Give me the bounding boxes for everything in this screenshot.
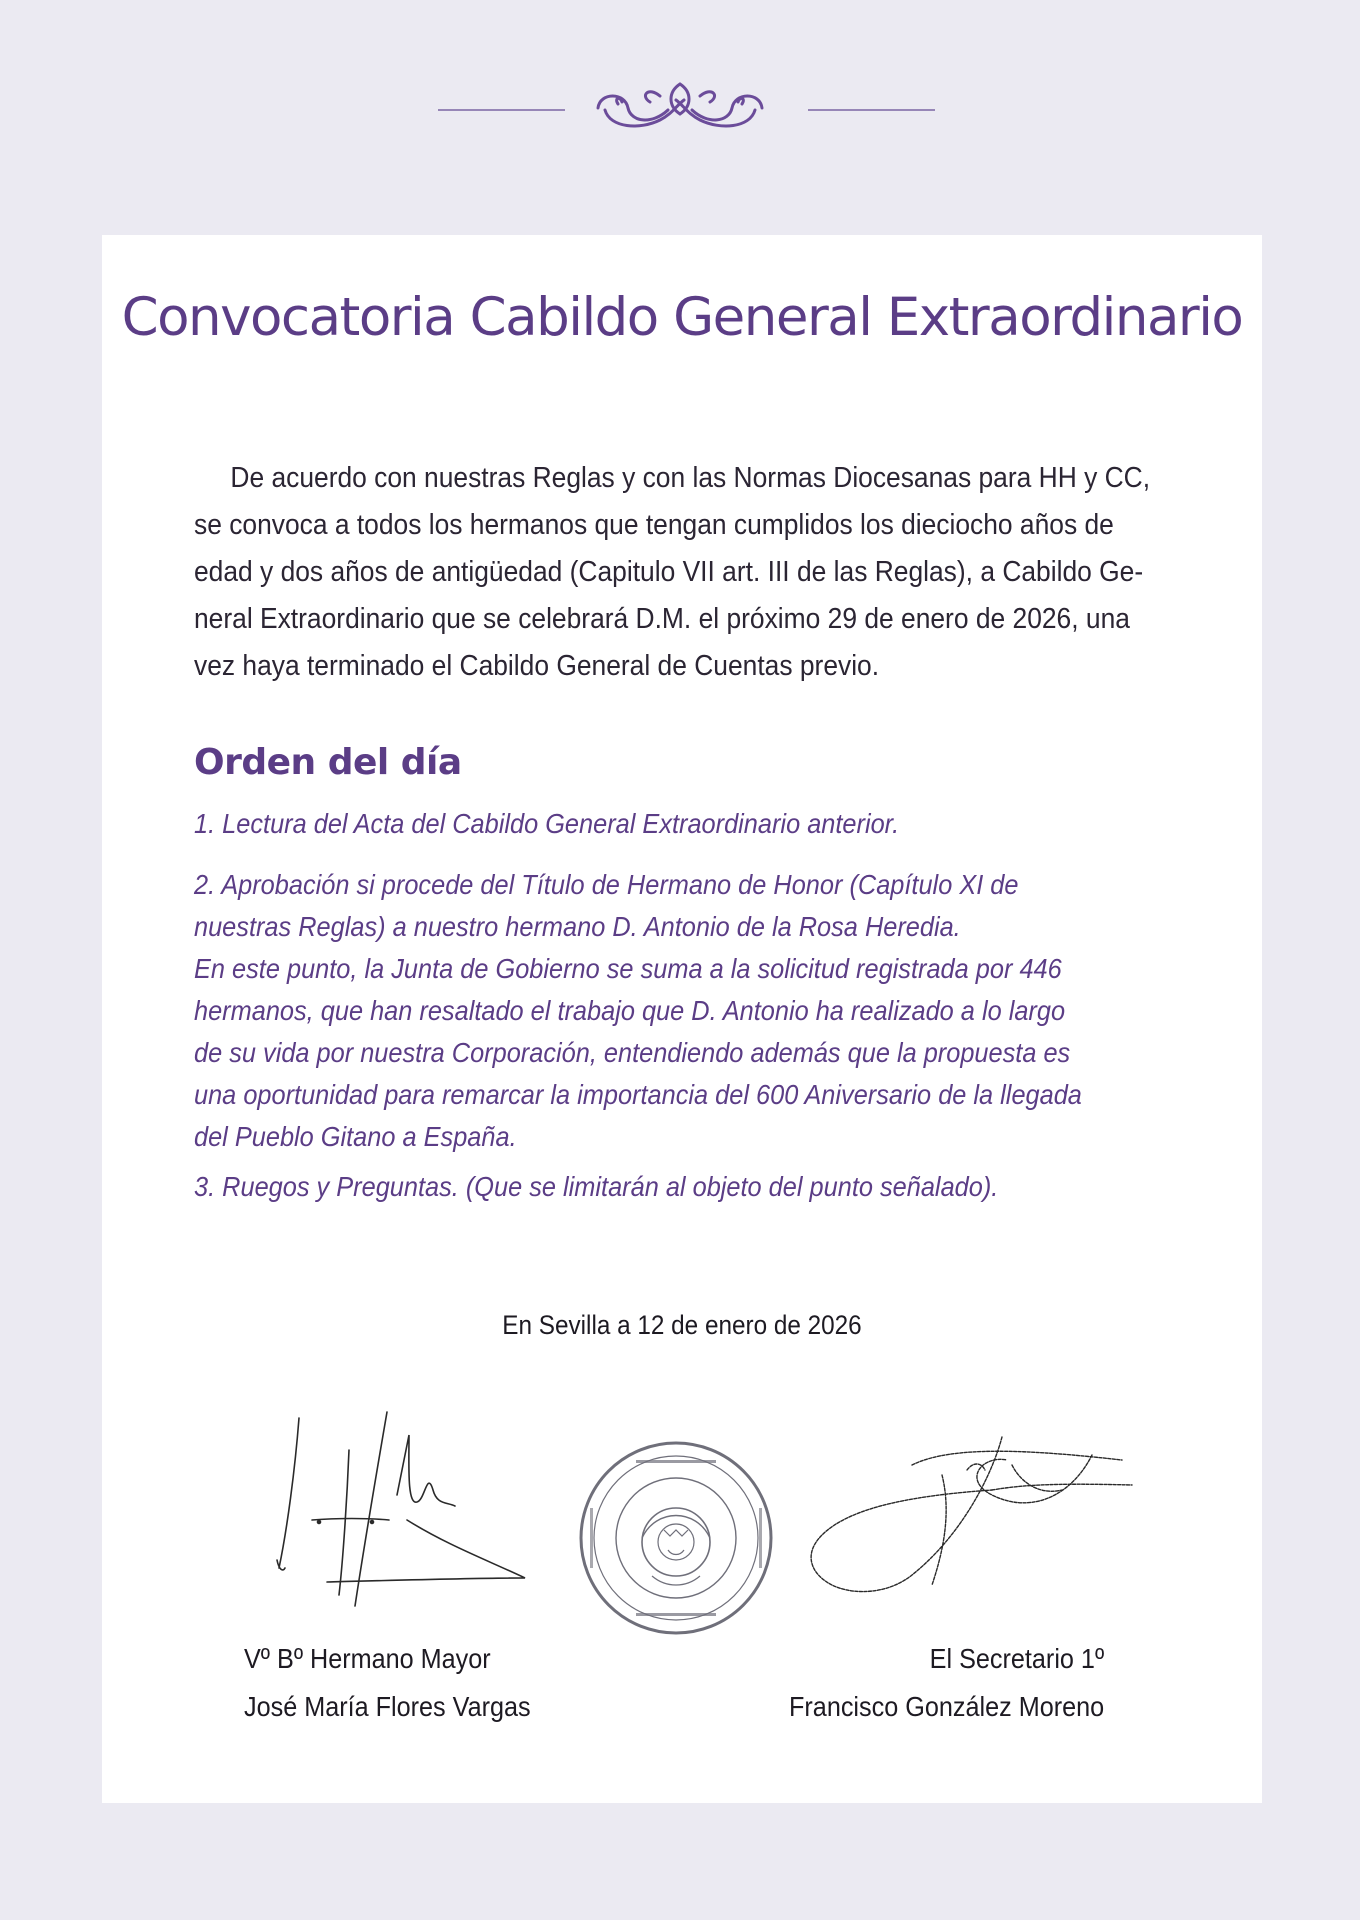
agenda-item-2-line: hermanos, que han resaltado el trabajo que D. Antonio ha realizado a lo largo (194, 995, 1066, 1026)
signature-left-image (257, 1410, 537, 1610)
agenda-item-1 (194, 803, 899, 845)
signer-left-name: José María Flores Vargas (244, 1691, 531, 1722)
document-card (102, 235, 1262, 1803)
agenda-item-3-text: 3. Ruegos y Preguntas. (Que se limitarán al objeto del punto señalado). (194, 1171, 999, 1202)
intro-paragraph (194, 455, 1177, 690)
date-line: En Sevilla a 12 de enero de 2026 (502, 1310, 862, 1340)
agenda-item-2-line: En este punto, la Junta de Gobierno se suma a la solicitud registrada por 446 (194, 953, 1062, 984)
agenda-item-3 (194, 1166, 998, 1208)
signer-right-name: Francisco González Moreno (788, 1691, 1104, 1722)
intro-line: De acuerdo con nuestras Reglas y con las Normas Diocesanas para HH y CC, (230, 462, 1151, 494)
agenda-item-2 (194, 864, 1082, 1158)
intro-line: vez haya terminado el Cabildo General de Cuentas previo. (194, 650, 880, 682)
agenda-item-2-line: de su vida por nuestra Corporación, entendiendo además que la propuesta es (194, 1037, 1071, 1068)
signature-right-image (792, 1435, 1152, 1605)
intro-line: edad y dos años de antigüedad (Capitulo VII art. III de las Reglas), a Cabildo Ge- (194, 556, 1144, 588)
agenda-item-2-line: una oportunidad para remarcar la importancia del 600 Aniversario de la llegada (194, 1079, 1082, 1110)
secretaria-seal-image (576, 1438, 776, 1638)
agenda-heading: Orden del día (194, 742, 462, 783)
agenda-item-2-line: del Pueblo Gitano a España. (194, 1121, 517, 1152)
signer-right (789, 1635, 1104, 1731)
agenda-item-1-text: 1. Lectura del Acta del Cabildo General Extraordinario anterior. (194, 808, 900, 839)
intro-line: se convoca a todos los hermanos que tengan cumplidos los dieciocho años de (194, 509, 1114, 541)
intro-line: neral Extraordinario que se celebrará D.M. el próximo 29 de enero de 2026, una (194, 603, 1130, 635)
agenda-item-2-line: 2. Aprobación si procede del Título de Hermano de Honor (Capítulo XI de (194, 869, 1019, 900)
header-ornament (0, 70, 1360, 150)
signer-right-role: El Secretario 1º (929, 1643, 1104, 1674)
signer-left (244, 1635, 531, 1731)
agenda-item-2-line: nuestras Reglas) a nuestro hermano D. Antonio de la Rosa Heredia. (194, 911, 961, 942)
signer-left-role: Vº Bº Hermano Mayor (244, 1643, 491, 1674)
page-title: Convocatoria Cabildo General Extraordinario (121, 287, 1243, 348)
